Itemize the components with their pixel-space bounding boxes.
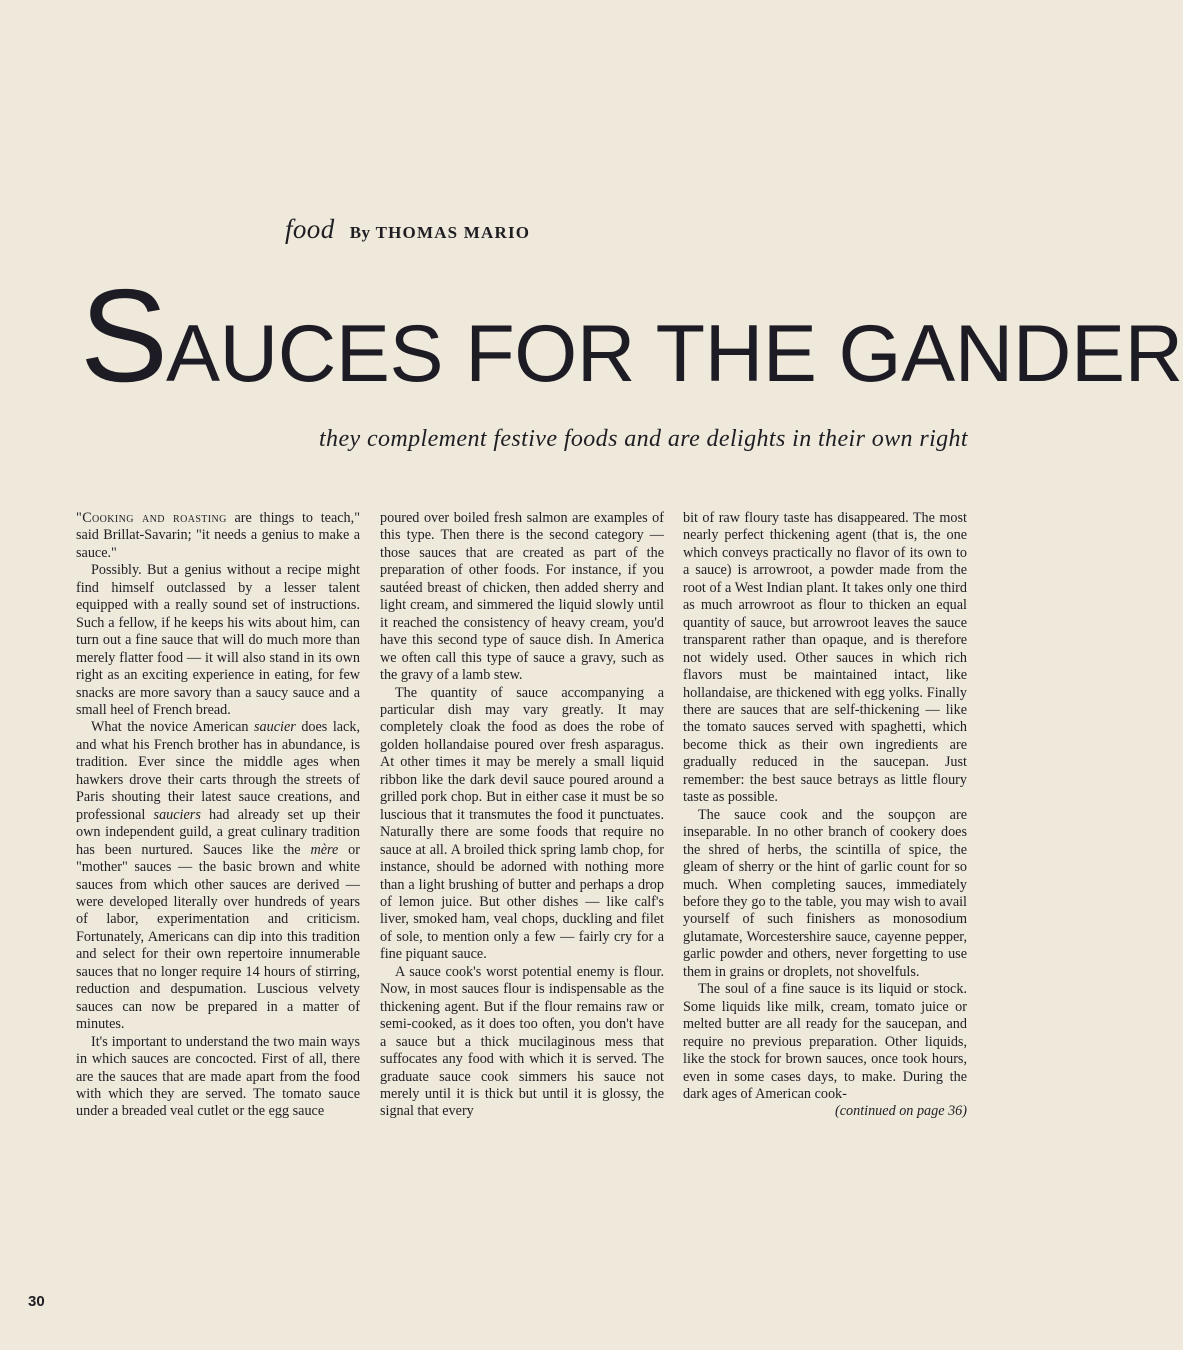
byline xyxy=(285,214,530,245)
paragraph xyxy=(76,719,360,1033)
text-column-1 xyxy=(76,510,360,1121)
paragraph xyxy=(76,510,360,562)
italic-term: saucier xyxy=(254,719,296,736)
paragraph: The soul of a fine sauce is its liquid or stock. Some liquids like milk, cream, tomato juice or melted butter are all ready for the saucepan, and require no previous preparation. Other liquids, like the stock for brown sauces, once took hours, even in some cases days, to make. During the dark ages of American cook- xyxy=(683,981,967,1102)
paragraph: A sauce cook's worst potential enemy is flour. Now, in most sauces flour is indispensable as the thickening agent. But if the flour remains raw or semi-cooked, as it does too often, you don't have a sauce but a thick mucilaginous mess that suffocates any food with which it is served. The graduate sauce cook simmers his sauce not merely until it is thick but until it is glossy, the signal that every xyxy=(380,963,664,1120)
continued-note: (continued on page 36) xyxy=(835,1103,967,1120)
text-column-2 xyxy=(380,510,664,1121)
byline-by: By xyxy=(349,223,371,242)
paragraph-text: What the novice American xyxy=(91,719,255,736)
article-headline xyxy=(80,262,1183,409)
paragraph-text: or "mother" sauces — the basic brown and white sauces from which other sauces are derived — were developed literally over hundreds of years of labor, experimentation and criticism. Fortunately, Americans can dip into this tradition and select for their own repertoire innumerable sauces that no longer require 14 hours of stirring, reduction and despumation. Luscious velvety sauces can now be prepared in a matter of minutes. xyxy=(76,841,360,1033)
paragraph-text: does lack, and what his French brother has in abundance, is tradition. Ever since the middle ages when hawkers drove their carts through the streets of Paris shouting their latest sauce creations, and professional xyxy=(76,719,360,823)
paragraph: It's important to understand the two main ways in which sauces are concocted. First of all, there are the sauces that are made apart from the food with which they are served. The tomato sauce under a breaded veal cutlet or the egg sauce xyxy=(76,1033,360,1120)
section-label: food xyxy=(285,214,335,244)
text-column-3 xyxy=(683,510,967,1121)
page-number: 30 xyxy=(28,1293,45,1310)
headline-rest: AUCES FOR THE GANDER xyxy=(166,309,1183,399)
paragraph: poured over boiled fresh salmon are examples of this type. Then there is the second category — those sauces that are created as part of the preparation of other foods. For instance, if you sautéed breast of chicken, then added sherry and light cream, and simmered the liquid slowly until it reached the consistency of heavy cream, you'd have this second type of sauce dish. In America we often call this type of sauce a gravy, such as the gravy of a lamb stew. xyxy=(380,510,664,684)
paragraph: The quantity of sauce accompanying a particular dish may vary greatly. It may completely cloak the food as does the robe of golden hollandaise poured over fresh asparagus. At other times it may be merely a small liquid ribbon like the dark devil sauce poured around a grilled pork chop. But in either case it must be so luscious that it transmutes the food it punctuates. Naturally there are some foods that require no sauce at all. A broiled thick spring lamb chop, for instance, should be adorned with nothing more than a light brushing of butter and perhaps a drop of lemon juice. But other dishes — like calf's liver, smoked ham, veal chops, duckling and filet of sole, to mention only a few — fairly cry for a fine piquant sauce. xyxy=(380,684,664,963)
paragraph: bit of raw floury taste has disappeared. The most nearly perfect thickening agent (that is, the one which conveys practically no flavor of its own to a sauce) is arrowroot, a powder made from the root of a West Indian plant. It takes only one third as much arrowroot as flour to thicken an equal quantity of sauce, but arrowroot leaves the sauce transparent rather than opaque, and is therefore not widely used. Other sauces in which rich flavors must be maintained intact, like hollandaise, are thickened with egg yolks. Finally there are sauces that are self-thickening — like the tomato sauces served with spaghetti, which become thick as their own ingredients are gradually reduced in the saucepan. Just remember: the best sauce betrays as little floury taste as possible. xyxy=(683,510,967,806)
italic-term: mère xyxy=(310,841,339,858)
paragraph: The sauce cook and the soupçon are inseparable. In no other branch of cookery does the shred of herbs, the scintilla of spice, the gleam of sherry or the hint of garlic count for so much. When completing sauces, immediately before they go to the table, you may wish to avail yourself of such finishers as monosodium glutamate, Worcestershire sauce, cayenne pepper, garlic powder and others, never forgetting to use them in grains or droplets, not shovelfuls. xyxy=(683,806,967,980)
article-subhead: they complement festive foods and are delights in their own right xyxy=(318,426,968,452)
headline-initial: S xyxy=(80,262,167,409)
italic-term: sauciers xyxy=(153,806,201,823)
paragraph-text: are things to teach," said Brillat-Savarin; "it needs a genius to make a sauce." xyxy=(76,510,360,561)
paragraph-text: had already set up their own independent guild, a great culinary tradition has been nurtured. Sauces like the xyxy=(76,806,360,858)
paragraph: Possibly. But a genius without a recipe might find himself outclassed by a lesser talent equipped with a really sound set of instructions. Such a fellow, if he keeps his wits about him, can turn out a fine sauce that will do much more than merely flatter food — it will also stand in its own right as an exciting experience in eating, for few snacks are more savory than a saucy sauce and a small heel of French bread. xyxy=(76,562,360,718)
author-name: THOMAS MARIO xyxy=(375,223,531,242)
opening-smallcaps: "Cooking and roasting xyxy=(76,510,227,526)
